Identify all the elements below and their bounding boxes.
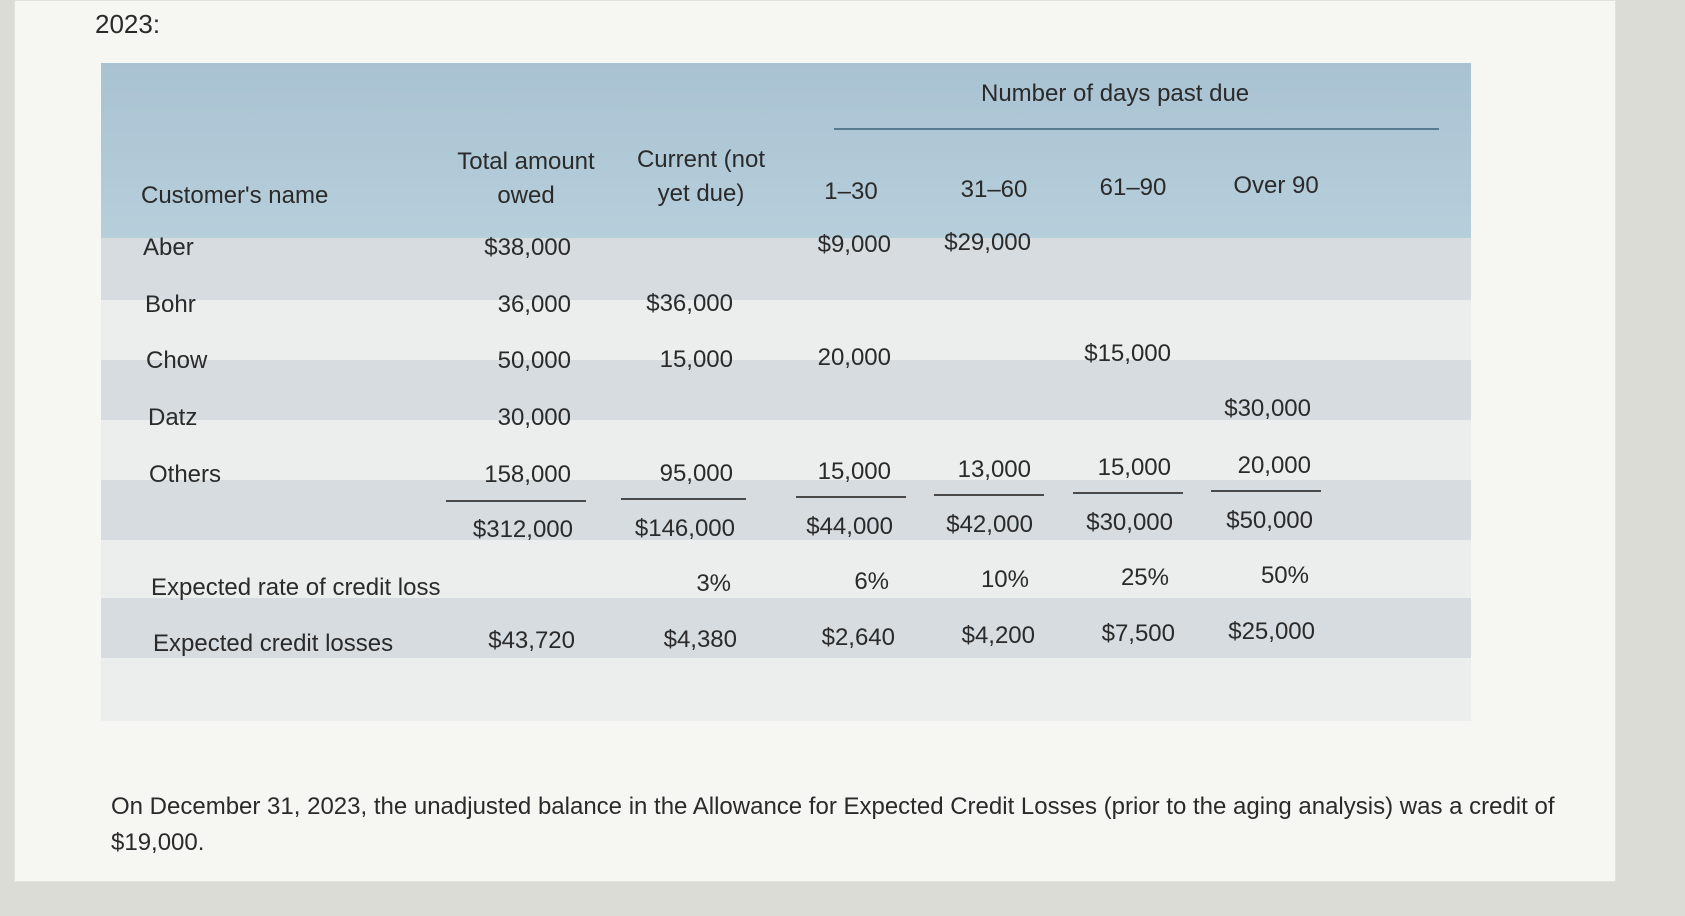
- loss-label: Expected credit losses: [153, 630, 394, 657]
- days-past-due-rule: [834, 128, 1439, 130]
- table-row: [101, 238, 1471, 300]
- loss-cell: $2,640: [821, 624, 895, 651]
- amount-cell: 15,000: [817, 458, 891, 485]
- total-cell: $42,000: [946, 511, 1033, 538]
- days-past-due-heading: Number of days past due: [981, 80, 1250, 107]
- amount-cell: 13,000: [957, 456, 1031, 483]
- customer-name: Others: [149, 461, 222, 488]
- loss-cell: $43,720: [488, 627, 575, 654]
- loss-row: [101, 658, 1471, 720]
- total-cell: $50,000: [1226, 507, 1313, 534]
- header-1-30: 1–30: [824, 178, 878, 205]
- year-label: 2023:: [95, 9, 161, 39]
- customer-name: Bohr: [145, 291, 196, 318]
- amount-cell: $38,000: [484, 234, 571, 261]
- loss-cell: $7,500: [1101, 620, 1175, 647]
- header-customer-name: Customer's name: [141, 182, 329, 209]
- table-row: [101, 300, 1471, 362]
- rate-label: Expected rate of credit loss: [151, 574, 441, 601]
- page: [14, 0, 1616, 882]
- customer-name: Aber: [143, 234, 194, 261]
- customer-name: Chow: [146, 347, 208, 374]
- rate-cell: 25%: [1120, 564, 1169, 591]
- total-cell: $30,000: [1086, 509, 1173, 536]
- loss-cell: $4,380: [663, 626, 737, 653]
- loss-cell: $25,000: [1228, 618, 1315, 645]
- amount-cell: 15,000: [659, 346, 733, 373]
- sum-rule-31-60: [934, 494, 1044, 496]
- amount-cell: 30,000: [497, 404, 571, 431]
- amount-cell: $29,000: [944, 229, 1031, 256]
- amount-cell: 15,000: [1097, 454, 1171, 481]
- rate-cell: 50%: [1260, 562, 1309, 589]
- header-over-90: Over 90: [1233, 172, 1319, 199]
- amount-cell: 36,000: [497, 291, 571, 318]
- amount-cell: $15,000: [1084, 340, 1171, 367]
- sum-rule-total: [446, 500, 586, 502]
- rate-cell: 3%: [696, 570, 731, 597]
- total-cell: $312,000: [472, 516, 573, 543]
- total-cell: $44,000: [806, 513, 893, 540]
- sum-rule-current: [621, 498, 746, 500]
- amount-cell: 158,000: [484, 461, 571, 488]
- table-header: [101, 63, 1471, 238]
- amount-cell: $30,000: [1224, 395, 1311, 422]
- header-current: Current (not yet due): [636, 146, 766, 207]
- sum-rule-61-90: [1073, 492, 1183, 494]
- amount-cell: $36,000: [646, 290, 733, 317]
- footnote: On December 31, 2023, the unadjusted balance in the Allowance for Expected Credit Losses (prior to the aging analysis) was a credit of $19,000.: [111, 793, 1555, 856]
- amount-cell: 20,000: [1237, 452, 1311, 479]
- rate-cell: 10%: [980, 566, 1029, 593]
- header-31-60: 31–60: [960, 176, 1028, 203]
- rate-cell: 6%: [854, 568, 889, 595]
- amount-cell: $9,000: [817, 231, 891, 258]
- amount-cell: 95,000: [659, 460, 733, 487]
- total-cell: $146,000: [634, 515, 735, 542]
- amount-cell: 20,000: [817, 344, 891, 371]
- amount-cell: 50,000: [497, 347, 571, 374]
- sum-rule-1-30: [796, 496, 906, 498]
- loss-cell: $4,200: [961, 622, 1035, 649]
- sum-rule-over-90: [1211, 490, 1321, 492]
- customer-name: Datz: [148, 404, 198, 431]
- header-total-owed: Total amount owed: [457, 148, 595, 209]
- header-61-90: 61–90: [1099, 174, 1167, 201]
- aging-table: [101, 63, 1471, 721]
